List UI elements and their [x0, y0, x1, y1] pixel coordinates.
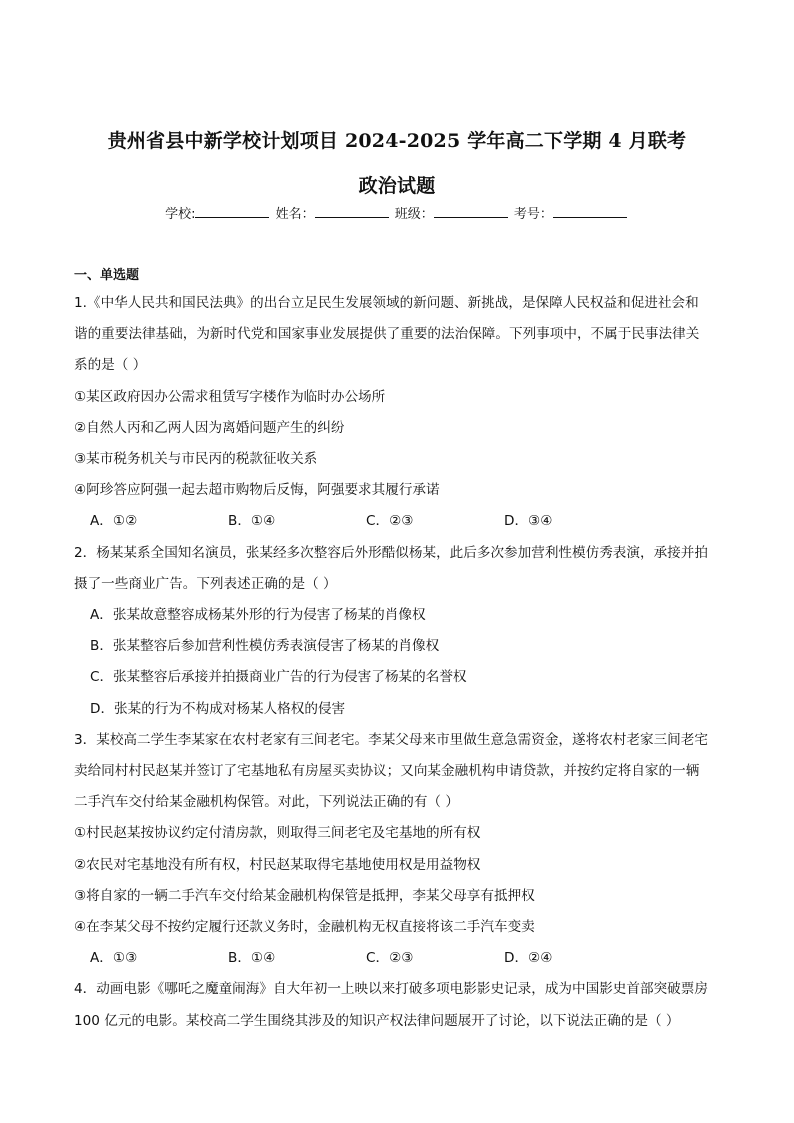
section-heading: 一、单选题 [74, 268, 140, 283]
school-label: 学校: [165, 207, 196, 222]
q3-item-2: ②农民对宅基地没有所有权，村民赵某取得宅基地使用权是用益物权 [74, 857, 481, 873]
q3-item-3: ③将自家的一辆二手汽车交付给某金融机构保管是抵押，李某父母享有抵押权 [74, 888, 535, 904]
q3-options [90, 946, 650, 966]
q4-stem-line1: 4．动画电影《哪吒之魔童闹海》自大年初一上映以来打破多项电影影史记录，成为中国影史首部突破票房 [74, 981, 708, 997]
q3-option-d[interactable]: D．②④ [504, 950, 553, 966]
q1-item-2: ②自然人丙和乙两人因为离婚问题产生的纠纷 [74, 420, 345, 436]
q1-stem-line2: 谐的重要法律基础，为新时代党和国家事业发展提供了重要的法治保障。下列事项中，不属于民事法律关 [74, 326, 700, 342]
class-label: 班级： [394, 207, 434, 222]
exam-subject: 政治试题 [358, 175, 436, 197]
exam-title: 贵州省县中新学校计划项目 2024-2025 学年高二下学期 4 月联考 [107, 130, 687, 152]
q3-option-a[interactable]: A．①③ [90, 950, 138, 966]
id-label: 考号： [513, 207, 553, 222]
q2-option-b[interactable]: B．张某整容后参加营利性模仿秀表演侵害了杨某的肖像权 [90, 638, 440, 654]
q3-stem-line1: 3．某校高二学生李某家在农村老家有三间老宅。李某父母来市里做生意急需资金，遂将农村老家三间老宅 [74, 732, 708, 748]
id-blank[interactable] [553, 205, 627, 218]
q3-option-c[interactable]: C．②③ [366, 950, 414, 966]
q3-stem-line2: 卖给同村村民赵某并签订了宅基地私有房屋买卖协议；又向某金融机构申请贷款，并按约定将自家的一辆 [74, 763, 700, 779]
q1-option-c[interactable]: C．②③ [366, 513, 414, 529]
q3-stem-line3: 二手汽车交付给某金融机构保管。对此，下列说法正确的有（ ） [74, 794, 459, 810]
q4-stem-line2: 100 亿元的电影。某校高二学生围绕其涉及的知识产权法律问题展开了讨论，以下说法正确的是（ ） [74, 1013, 680, 1029]
q1-stem-line1: 1.《中华人民共和国民法典》的出台立足民生发展领域的新问题、新挑战，是保障人民权益和促进社会和 [74, 295, 699, 311]
student-info-row [0, 203, 794, 222]
school-blank[interactable] [195, 205, 269, 218]
q1-item-4: ④阿珍答应阿强一起去超市购物后反悔，阿强要求其履行承诺 [74, 482, 440, 498]
q3-option-b[interactable]: B．①④ [228, 950, 276, 966]
q1-options [90, 509, 650, 529]
q1-stem-line3: 系的是（ ） [74, 357, 147, 373]
q1-option-d[interactable]: D．③④ [504, 513, 553, 529]
q1-item-1: ①某区政府因办公需求租赁写字楼作为临时办公场所 [74, 389, 386, 405]
q3-item-1: ①村民赵某按协议约定付清房款，则取得三间老宅及宅基地的所有权 [74, 825, 481, 841]
q2-option-d[interactable]: D．张某的行为不构成对杨某人格权的侵害 [90, 701, 346, 717]
q2-option-c[interactable]: C．张某整容后承接并拍摄商业广告的行为侵害了杨某的名誉权 [90, 669, 467, 685]
q2-stem-line2: 摄了一些商业广告。下列表述正确的是（ ） [74, 576, 337, 592]
q3-item-4: ④在李某父母不按约定履行还款义务时，金融机构无权直接将该二手汽车变卖 [74, 919, 535, 935]
name-label: 姓名： [275, 207, 315, 222]
class-blank[interactable] [434, 205, 508, 218]
q1-option-a[interactable]: A．①② [90, 513, 138, 529]
q2-option-a[interactable]: A．张某故意整容成杨某外形的行为侵害了杨某的肖像权 [90, 607, 426, 623]
q1-item-3: ③某市税务机关与市民丙的税款征收关系 [74, 451, 318, 467]
q2-stem-line1: 2．杨某某系全国知名演员，张某经多次整容后外形酷似杨某，此后多次参加营利性模仿秀表演，承接并拍 [74, 545, 708, 561]
name-blank[interactable] [315, 205, 389, 218]
q1-option-b[interactable]: B．①④ [228, 513, 276, 529]
